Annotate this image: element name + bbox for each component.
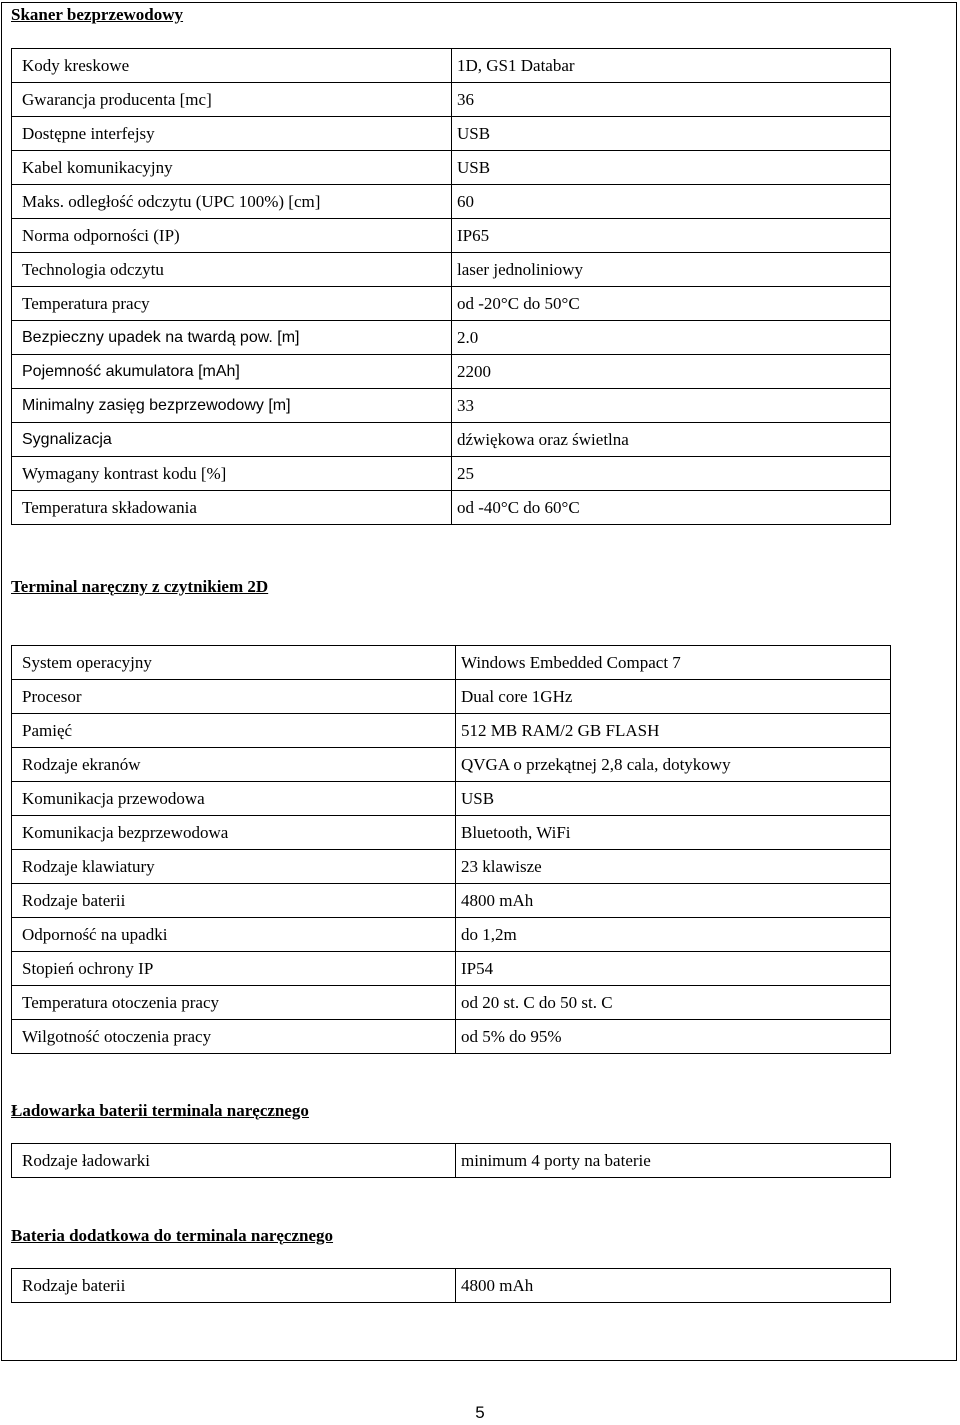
spec-value: 2200 bbox=[452, 355, 891, 389]
spec-label: Sygnalizacja bbox=[12, 423, 452, 457]
spec-label: Temperatura pracy bbox=[12, 287, 452, 321]
spec-value: 23 klawisze bbox=[456, 850, 891, 884]
spec-table-battery bbox=[11, 1268, 891, 1303]
spec-table-charger bbox=[11, 1143, 891, 1178]
spec-row bbox=[12, 1020, 891, 1054]
spec-value: 60 bbox=[452, 185, 891, 219]
spec-value: od -40°C do 60°C bbox=[452, 491, 891, 525]
spec-label: Dostępne interfejsy bbox=[12, 117, 452, 151]
spec-row bbox=[12, 884, 891, 918]
spec-row bbox=[12, 253, 891, 287]
spec-label: Pamięć bbox=[12, 714, 456, 748]
spec-row bbox=[12, 151, 891, 185]
spec-table-terminal bbox=[11, 645, 891, 1054]
spec-label: Wilgotność otoczenia pracy bbox=[12, 1020, 456, 1054]
spec-value: laser jednoliniowy bbox=[452, 253, 891, 287]
spec-label: Wymagany kontrast kodu [%] bbox=[12, 457, 452, 491]
spec-row bbox=[12, 355, 891, 389]
spec-row bbox=[12, 321, 891, 355]
spec-row bbox=[12, 457, 891, 491]
spec-label: Rodzaje ekranów bbox=[12, 748, 456, 782]
spec-value: QVGA o przekątnej 2,8 cala, dotykowy bbox=[456, 748, 891, 782]
spec-value: USB bbox=[452, 117, 891, 151]
spec-row bbox=[12, 185, 891, 219]
spec-value: Dual core 1GHz bbox=[456, 680, 891, 714]
spec-row bbox=[12, 1269, 891, 1303]
spec-label: Komunikacja bezprzewodowa bbox=[12, 816, 456, 850]
spec-label: Technologia odczytu bbox=[12, 253, 452, 287]
spec-table-scanner bbox=[11, 48, 891, 525]
spec-row bbox=[12, 850, 891, 884]
spec-label: Kody kreskowe bbox=[12, 49, 452, 83]
spec-row bbox=[12, 117, 891, 151]
spec-row bbox=[12, 952, 891, 986]
spec-row bbox=[12, 646, 891, 680]
spec-label: Gwarancja producenta [mc] bbox=[12, 83, 452, 117]
spec-value: 4800 mAh bbox=[456, 1269, 891, 1303]
spec-label: Pojemność akumulatora [mAh] bbox=[12, 355, 452, 389]
spec-row bbox=[12, 491, 891, 525]
spec-value: Bluetooth, WiFi bbox=[456, 816, 891, 850]
spec-label: Stopień ochrony IP bbox=[12, 952, 456, 986]
spec-row bbox=[12, 782, 891, 816]
spec-row bbox=[12, 748, 891, 782]
spec-value: od 5% do 95% bbox=[456, 1020, 891, 1054]
spec-row bbox=[12, 83, 891, 117]
spec-value: Windows Embedded Compact 7 bbox=[456, 646, 891, 680]
spec-label: Maks. odległość odczytu (UPC 100%) [cm] bbox=[12, 185, 452, 219]
page-number: 5 bbox=[475, 1403, 485, 1422]
spec-value: IP65 bbox=[452, 219, 891, 253]
section-title-charger: Ładowarka baterii terminala naręcznego bbox=[11, 1101, 309, 1120]
spec-label: Komunikacja przewodowa bbox=[12, 782, 456, 816]
spec-label: Kabel komunikacyjny bbox=[12, 151, 452, 185]
spec-row bbox=[12, 680, 891, 714]
spec-value: od -20°C do 50°C bbox=[452, 287, 891, 321]
spec-row bbox=[12, 49, 891, 83]
spec-row bbox=[12, 423, 891, 457]
spec-label: Norma odporności (IP) bbox=[12, 219, 452, 253]
section-title-battery: Bateria dodatkowa do terminala naręcznego bbox=[11, 1226, 334, 1245]
spec-label: Temperatura otoczenia pracy bbox=[12, 986, 456, 1020]
spec-value: 36 bbox=[452, 83, 891, 117]
spec-value: 512 MB RAM/2 GB FLASH bbox=[456, 714, 891, 748]
spec-row bbox=[12, 219, 891, 253]
spec-value: 4800 mAh bbox=[456, 884, 891, 918]
spec-value: do 1,2m bbox=[456, 918, 891, 952]
spec-value: od 20 st. C do 50 st. C bbox=[456, 986, 891, 1020]
spec-label: Bezpieczny upadek na twardą pow. [m] bbox=[12, 321, 452, 355]
spec-value: 1D, GS1 Databar bbox=[452, 49, 891, 83]
spec-label: Minimalny zasięg bezprzewodowy [m] bbox=[12, 389, 452, 423]
spec-value: USB bbox=[456, 782, 891, 816]
spec-label: System operacyjny bbox=[12, 646, 456, 680]
spec-label: Procesor bbox=[12, 680, 456, 714]
spec-label: Rodzaje baterii bbox=[12, 1269, 456, 1303]
spec-value: IP54 bbox=[456, 952, 891, 986]
spec-value: 25 bbox=[452, 457, 891, 491]
spec-value: 2.0 bbox=[452, 321, 891, 355]
section-title-terminal: Terminal naręczny z czytnikiem 2D bbox=[11, 577, 269, 596]
spec-label: Rodzaje ładowarki bbox=[12, 1144, 456, 1178]
spec-row bbox=[12, 816, 891, 850]
spec-value: USB bbox=[452, 151, 891, 185]
section-title-scanner: Skaner bezprzewodowy bbox=[11, 5, 184, 24]
spec-label: Rodzaje klawiatury bbox=[12, 850, 456, 884]
spec-value: minimum 4 porty na baterie bbox=[456, 1144, 891, 1178]
spec-row bbox=[12, 1144, 891, 1178]
spec-label: Rodzaje baterii bbox=[12, 884, 456, 918]
spec-row bbox=[12, 287, 891, 321]
spec-value: dźwiękowa oraz świetlna bbox=[452, 423, 891, 457]
spec-row bbox=[12, 918, 891, 952]
spec-row bbox=[12, 714, 891, 748]
spec-row bbox=[12, 986, 891, 1020]
spec-label: Temperatura składowania bbox=[12, 491, 452, 525]
spec-label: Odporność na upadki bbox=[12, 918, 456, 952]
spec-row bbox=[12, 389, 891, 423]
spec-value: 33 bbox=[452, 389, 891, 423]
